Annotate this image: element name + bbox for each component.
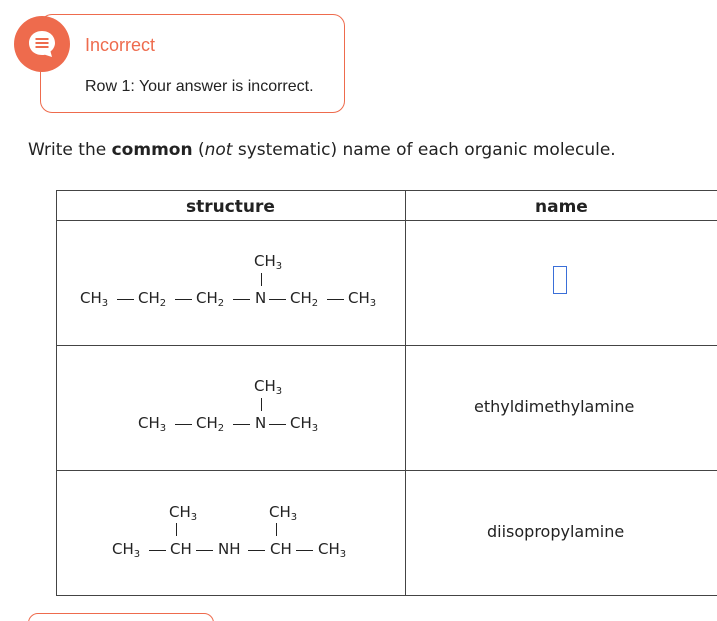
molecule-chain-atom: $CH_3$ [290,414,319,434]
message-icon [26,28,58,60]
bond-horizontal [233,299,250,300]
table-row-divider [56,345,717,346]
bond-horizontal [233,424,250,425]
table-row-divider [56,470,717,471]
answer-input-row-1[interactable] [553,266,567,294]
molecule-chain-atom: CH [170,540,192,558]
table-column-divider [405,190,406,596]
molecule-branch: $CH_3$ [254,377,283,397]
molecule-branch: $CH_3$ [169,503,198,523]
bond-horizontal [327,299,344,300]
molecule-branch: $CH_3$ [269,503,298,523]
bond-horizontal [269,424,286,425]
bond-horizontal [175,299,192,300]
bond-horizontal [149,550,166,551]
molecule-chain-atom: $CH_3$ [318,540,347,560]
feedback-callout [40,14,345,113]
bond-vertical [176,523,177,536]
instructions-prefix: Write the [28,140,112,160]
table-header-divider [56,220,717,221]
table-border-left [56,190,57,596]
table-border-top [56,190,717,191]
molecule-name-row-2: ethyldimethylamine [474,397,635,416]
molecule-branch [254,252,282,272]
molecule-chain-atom: $CH_2$ [138,289,167,309]
molecule-chain-atom: N [255,414,267,432]
bottom-button[interactable] [28,613,214,621]
branch-group: $CH_3$ [254,252,283,272]
column-header-structure: structure [186,197,275,217]
feedback-icon [14,16,70,72]
bond-vertical [261,273,262,286]
question-instructions [28,140,616,160]
molecule-chain-atom: CH [270,540,292,558]
bond-vertical [261,398,262,411]
instructions-middle: ( [192,140,205,160]
molecule-chain-atom: NH [218,540,241,558]
molecule-chain-atom: $CH_3$ [138,414,167,434]
molecule-chain-atom: $CH_3$ [348,289,377,309]
instructions-italic: not [204,140,233,160]
bond-horizontal [175,424,192,425]
bond-horizontal [248,550,265,551]
bond-horizontal [196,550,213,551]
molecule-chain-atom: N [255,289,267,307]
molecule-chain-atom: $CH_3$ [80,289,109,309]
bond-horizontal [269,299,286,300]
feedback-message: Row 1: Your answer is incorrect. [85,78,314,95]
table-border-bottom [56,595,717,596]
molecule-chain-atom: $CH_2$ [196,289,225,309]
molecule-name-row-3: diisopropylamine [487,522,625,541]
molecule-chain-atom: $CH_2$ [196,414,225,434]
column-header-name: name [535,197,588,217]
feedback-title: Incorrect [85,35,156,55]
instructions-bold: common [111,140,193,160]
bond-vertical [276,523,277,536]
bond-horizontal [296,550,313,551]
molecule-chain-atom: $CH_2$ [290,289,319,309]
molecule-chain-atom: $CH_3$ [112,540,141,560]
bond-horizontal [117,299,134,300]
instructions-suffix: systematic) name of each organic molecule. [232,140,616,160]
